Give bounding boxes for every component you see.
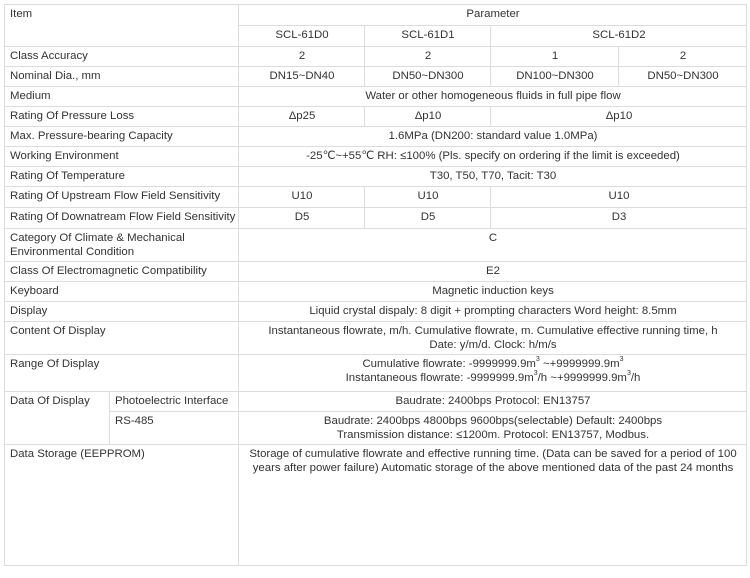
table-row [5,229,747,262]
rs485-line: Baudrate: 2400bps 4800bps 9600bps(selectable) Default: 2400bps [323,415,663,427]
range-text: ~+9999999.9m [539,358,620,370]
row-label [5,229,239,262]
cell-value: 2 [365,47,491,67]
cell-value: D5 [365,208,491,229]
cell-value: DN50~DN300 [365,67,491,87]
model-scl-61d1: SCL-61D1 [365,26,491,47]
header-row [5,5,747,26]
cell-value: DN15~DN40 [239,67,365,87]
table-row [5,47,747,67]
row-label: Keyboard [5,282,239,302]
row-label: Class Accuracy [5,47,239,67]
row-label: Rating Of Upstream Flow Field Sensitivity [5,187,239,208]
row-label: Data Storage (EEPPROM) [5,445,239,566]
range-line-instantaneous [244,371,742,385]
cell-value: E2 [239,262,747,282]
row-label: Working Environment [5,147,239,167]
superscript: 3 [619,356,624,364]
cell-value: Baudrate: 2400bps Protocol: EN13757 [239,392,747,412]
table-row [5,127,747,147]
table-row [5,445,747,566]
row-label: Max. Pressure-bearing Capacity [5,127,239,147]
cell-value: Δp10 [365,107,491,127]
content-line: Instantaneous flowrate, m/h. Cumulative flowrate, m. Cumulative effective running time, h [268,325,718,337]
rs485-line: Transmission distance: ≤1200m. Protocol: EN13757, Modbus. [336,429,650,441]
row-label-line: Environmental Condition [10,246,135,258]
parameter-header: Parameter [239,5,747,26]
item-header: Item [5,5,239,47]
row-label: Range Of Display [5,355,239,392]
table-row [5,322,747,355]
row-label: Nominal Dia., mm [5,67,239,87]
row-label: Medium [5,87,239,107]
table-row [5,355,747,392]
content-line: Date: y/m/d. Clock: h/m/s [429,339,557,351]
row-label: Data Of Display [5,392,110,445]
superscript: 3 [535,356,540,364]
superscript: 3 [626,370,631,378]
range-text: Instantaneous flowrate: -9999999.9m [345,372,534,384]
row-label: Rating Of Pressure Loss [5,107,239,127]
cell-value: DN50~DN300 [619,67,747,87]
table-row [5,147,747,167]
table-row [5,392,747,412]
table-row [5,67,747,87]
cell-value: C [239,229,747,262]
table-row [5,412,747,445]
cell-value [239,412,747,445]
cell-value: U10 [239,187,365,208]
row-label: Class Of Electromagnetic Compatibility [5,262,239,282]
row-label: Content Of Display [5,322,239,355]
table-row [5,302,747,322]
sub-label-rs485: RS-485 [110,412,239,445]
table-row [5,282,747,302]
table-row [5,167,747,187]
specification-table [4,4,747,566]
cell-value: 2 [619,47,747,67]
cell-value: Magnetic induction keys [239,282,747,302]
sub-label-photoelectric: Photoelectric Interface [110,392,239,412]
range-text: /h ~+9999999.9m [537,372,627,384]
cell-value [239,322,747,355]
cell-value: 1 [491,47,619,67]
cell-value: Liquid crystal dispaly: 8 digit + prompting characters Word height: 8.5mm [239,302,747,322]
cell-value: U10 [365,187,491,208]
table-row [5,187,747,208]
range-text: /h [630,372,641,384]
model-scl-61d2: SCL-61D2 [491,26,747,47]
storage-line: Storage of cumulative flowrate and effective running time. (Data can be saved for a period of 100 [249,448,737,460]
cell-value [239,355,747,392]
cell-value: 1.6MPa (DN200: standard value 1.0MPa) [239,127,747,147]
storage-line: years after power failure) Automatic storage of the above mentioned data of the past 24 months [252,462,734,474]
cell-value: D3 [491,208,747,229]
cell-value: D5 [239,208,365,229]
row-label: Display [5,302,239,322]
cell-value: Δp25 [239,107,365,127]
cell-value: T30, T50, T70, Tacit: T30 [239,167,747,187]
cell-value [239,445,747,566]
table-row [5,87,747,107]
model-scl-61d0: SCL-61D0 [239,26,365,47]
cell-value: Δp10 [491,107,747,127]
cell-value: Water or other homogeneous fluids in full pipe flow [239,87,747,107]
superscript: 3 [533,370,538,378]
table-row [5,107,747,127]
table-row [5,262,747,282]
cell-value: 2 [239,47,365,67]
range-line-cumulative [244,357,742,371]
row-label-line: Category Of Climate & Mechanical [10,232,185,244]
range-text: Cumulative flowrate: -9999999.9m [362,358,536,370]
row-label: Rating Of Temperature [5,167,239,187]
cell-value: DN100~DN300 [491,67,619,87]
cell-value: U10 [491,187,747,208]
row-label: Rating Of Downatream Flow Field Sensitivity [5,208,239,229]
table-row [5,208,747,229]
cell-value: -25℃~+55℃ RH: ≤100% (Pls. specify on ordering if the limit is exceeded) [239,147,747,167]
